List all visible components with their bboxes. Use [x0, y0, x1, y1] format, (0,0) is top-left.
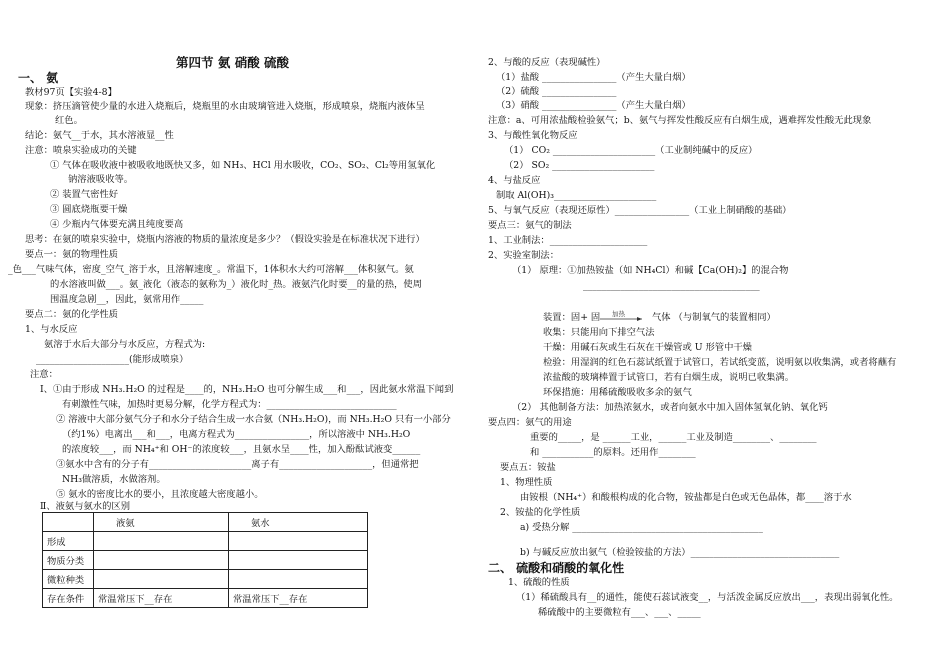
text-line: 的浓度较___，而 NH₄⁺和 OH⁻的浓度较___，且氨水呈____性，加入酚酞试液变______ [62, 444, 421, 455]
subheading: 要点四：氨气的用途 [488, 417, 572, 428]
text-line: 注意： [30, 369, 58, 380]
text-line: 和 ___________的原料。还用作________ [530, 447, 696, 458]
text-line: （1）稀硫酸具有__的通性，能使石蕊试液变__，与活泼金属反应放出___，表现出弱氧化性。 [516, 592, 899, 603]
text-line: 3、与酸性氧化物反应 [488, 130, 578, 141]
text-line: 5、与氧气反应（表现还原性）________________（工业上制硝酸的基础） [488, 205, 792, 216]
text-line: 2、与酸的反应（表现碱性） [488, 57, 606, 68]
table-cell: 液氨 [94, 513, 229, 532]
text-line: 气体 （与制氧气的装置相同） [652, 312, 776, 323]
text-line: 浓盐酸的玻璃棒置于试管口，若有白烟生成，说明已收集满。 [543, 372, 795, 383]
page-title: 第四节 氨 硝酸 硫酸 [176, 55, 290, 70]
text-line: 收集：只能用向下排空气法 [543, 327, 655, 338]
text-line: 制取 Al(OH)₃______________________ [496, 190, 657, 201]
text-line: （1）盐酸 ________________（产生大量白烟） [496, 72, 691, 83]
text-line: 1、硫酸的性质 [508, 577, 570, 588]
table-cell [94, 551, 229, 570]
text-line: ______________________________________ [583, 280, 760, 291]
table-row [43, 589, 368, 608]
table-row [43, 570, 368, 589]
subheading: 要点五：铵盐 [500, 462, 556, 473]
text-line: 有刺激性气味，加热时更易分解，化学方程式为：____________________________ [62, 399, 397, 410]
text-line: 注意：a、可用浓盐酸检验氨气；b、氨气与挥发性酸反应有白烟生成，遇难挥发性酸无此现象 [488, 115, 872, 126]
text-line: ③ 圆底烧瓶要干燥 [50, 204, 128, 215]
text-line: b) 与碱反应放出氨气（检验铵盐的方法）________________________________ [520, 547, 840, 558]
text-line: 围温度急剧__，因此，氨常用作_____ [50, 294, 204, 305]
comparison-table [42, 512, 368, 608]
table-cell [229, 570, 368, 589]
table-cell: 常温常压下__存在 [94, 589, 229, 608]
table-row [43, 551, 368, 570]
subheading: 要点三：氨气的制法 [488, 220, 572, 231]
text-line: 1、工业制法：_____________________ [488, 235, 648, 246]
text-line: Ⅰ、①由于形成 NH₃.H₂O 的过程是____的，NH₃.H₂O 也可分解生成___和___，因此氨水常温下闻到 [40, 384, 454, 395]
text-line: ② 装置气密性好 [50, 189, 119, 200]
text-line: ① 气体在吸收液中被吸收地既快又多，如 NH₃、HCl 用水吸收，CO₂、SO₂、Cl₂等用氢氧化 [50, 160, 436, 171]
table-cell: 常温常压下__存在 [229, 589, 368, 608]
text-line: 4、与盐反应 [488, 175, 541, 186]
text-line: ④ 少瓶内气体要充满且纯度要高 [50, 219, 184, 230]
text-line: （3）硝酸 ________________（产生大量白烟） [496, 100, 691, 111]
text-line: 氨溶于水后大部分与水反应，方程式为: [44, 339, 206, 350]
table-cell [94, 532, 229, 551]
text-line: 教材97页【实验4-8】 [25, 87, 117, 98]
section-heading-ammonia: 一、 氨 [18, 71, 59, 85]
text-line: 重要的_____，是 ______工业，______工业及制造________、________ [530, 432, 817, 443]
text-line: ⑤ 氨水的密度比水的要小，且浓度越大密度越小。 [56, 489, 264, 500]
table-cell [229, 551, 368, 570]
text-line: 2、实验室制法： [488, 250, 559, 261]
text-line: 干燥：用碱石灰或生石灰在干燥管或 U 形管中干燥 [543, 342, 752, 353]
text-line: 的水溶液叫做___。氨_液化（液态的氨称为_）液化时_热。液氨汽化时要__的量的热，使周 [50, 279, 422, 290]
table-cell: 物质分类 [43, 551, 94, 570]
text-line: NH₃做溶质，水做溶剂。 [62, 474, 166, 485]
text-line: 思考：在氨的喷泉实验中，烧瓶内溶液的物质的量浓度是多少？（假设实验是在标准状况下进行） [25, 234, 425, 245]
text-line: 稀硫酸中的主要微粒有___、___、_____ [538, 607, 701, 618]
table-cell [229, 532, 368, 551]
text-line: ____________________(能形成喷泉） [36, 354, 189, 365]
text-line: （2） SO₂ ______________________ [504, 160, 655, 171]
subheading: 要点一：氨的物理性质 [25, 249, 118, 260]
text-line: 注意：喷泉实验成功的关键 [25, 145, 137, 156]
text-line: ② 溶液中大部分氨气分子和水分子结合生成一水合氨（NH₃.H₂O)，而 NH₃.H₂O 只有一小部分 [56, 414, 451, 425]
text-line: （2）硫酸 ________________ [496, 86, 617, 97]
text-line: Ⅱ、液氨与氨水的区别 [40, 501, 130, 512]
table-cell: 微粒种类 [43, 570, 94, 589]
text-line: 现象：挤压滴管使少量的水进入烧瓶后，烧瓶里的水由玻璃管进入烧瓶，形成喷泉，烧瓶内液体呈 [25, 101, 425, 112]
text-line: 1、物理性质 [500, 477, 553, 488]
text-line: _色___气味气体，密度_空气_溶于水，且溶解速度_。常温下，1体积水大约可溶解___体积氨气。氨 [8, 264, 414, 275]
table-cell: 氨水 [229, 513, 368, 532]
section-heading-acids: 二、 硫酸和硝酸的氧化性 [488, 561, 625, 575]
table-row [43, 513, 368, 532]
text-line: （2） 其他制备方法：加热浓氨水，或者向氨水中加入固体氢氧化钠、氧化钙 [512, 402, 828, 413]
text-line: 装置：固+ 固 [543, 312, 601, 323]
text-line: （约1%）电离出___和___，电离方程式为________________，所以溶液中 NH₃.H₂O [62, 429, 411, 440]
text-line: 1、与水反应 [25, 324, 78, 335]
text-line: a) 受热分解 _________________________________________ [520, 522, 763, 533]
text-line: 结论：氨气__于水，其水溶液显__性 [25, 130, 174, 141]
text-line: 检验：用湿润的红色石蕊试纸置于试管口，若试纸变蓝，说明氨以收集满，或者将蘸有 [543, 357, 897, 368]
arrow-label: 加热 [612, 310, 625, 318]
text-line: 红色。 [55, 115, 83, 126]
subheading: 要点二：氨的化学性质 [25, 309, 118, 320]
table-cell [94, 570, 229, 589]
heating-arrow-icon [598, 310, 646, 324]
text-line: （1） 原理：①加热铵盐（如 NH₄Cl）和碱【Ca(OH)₂】的混合物 [512, 265, 789, 276]
table-cell: 形成 [43, 532, 94, 551]
text-line: 2、铵盐的化学性质 [500, 507, 581, 518]
text-line: 环保措施：用稀硫酸吸收多余的氨气 [543, 387, 692, 398]
text-line: ③氨水中含有的分子有______________________离子有____________________，但通常把 [56, 459, 419, 470]
text-line: 由铵根（NH₄⁺）和酸根构成的化合物，铵盐都是白色或无色晶体，都____溶于水 [520, 492, 852, 503]
table-cell: 存在条件 [43, 589, 94, 608]
table-cell [43, 513, 94, 532]
table-row [43, 532, 368, 551]
text-line: （1） CO₂ ______________________（工业制纯碱中的反应） [504, 145, 758, 156]
text-line: 钠溶液吸收等。 [68, 174, 134, 185]
